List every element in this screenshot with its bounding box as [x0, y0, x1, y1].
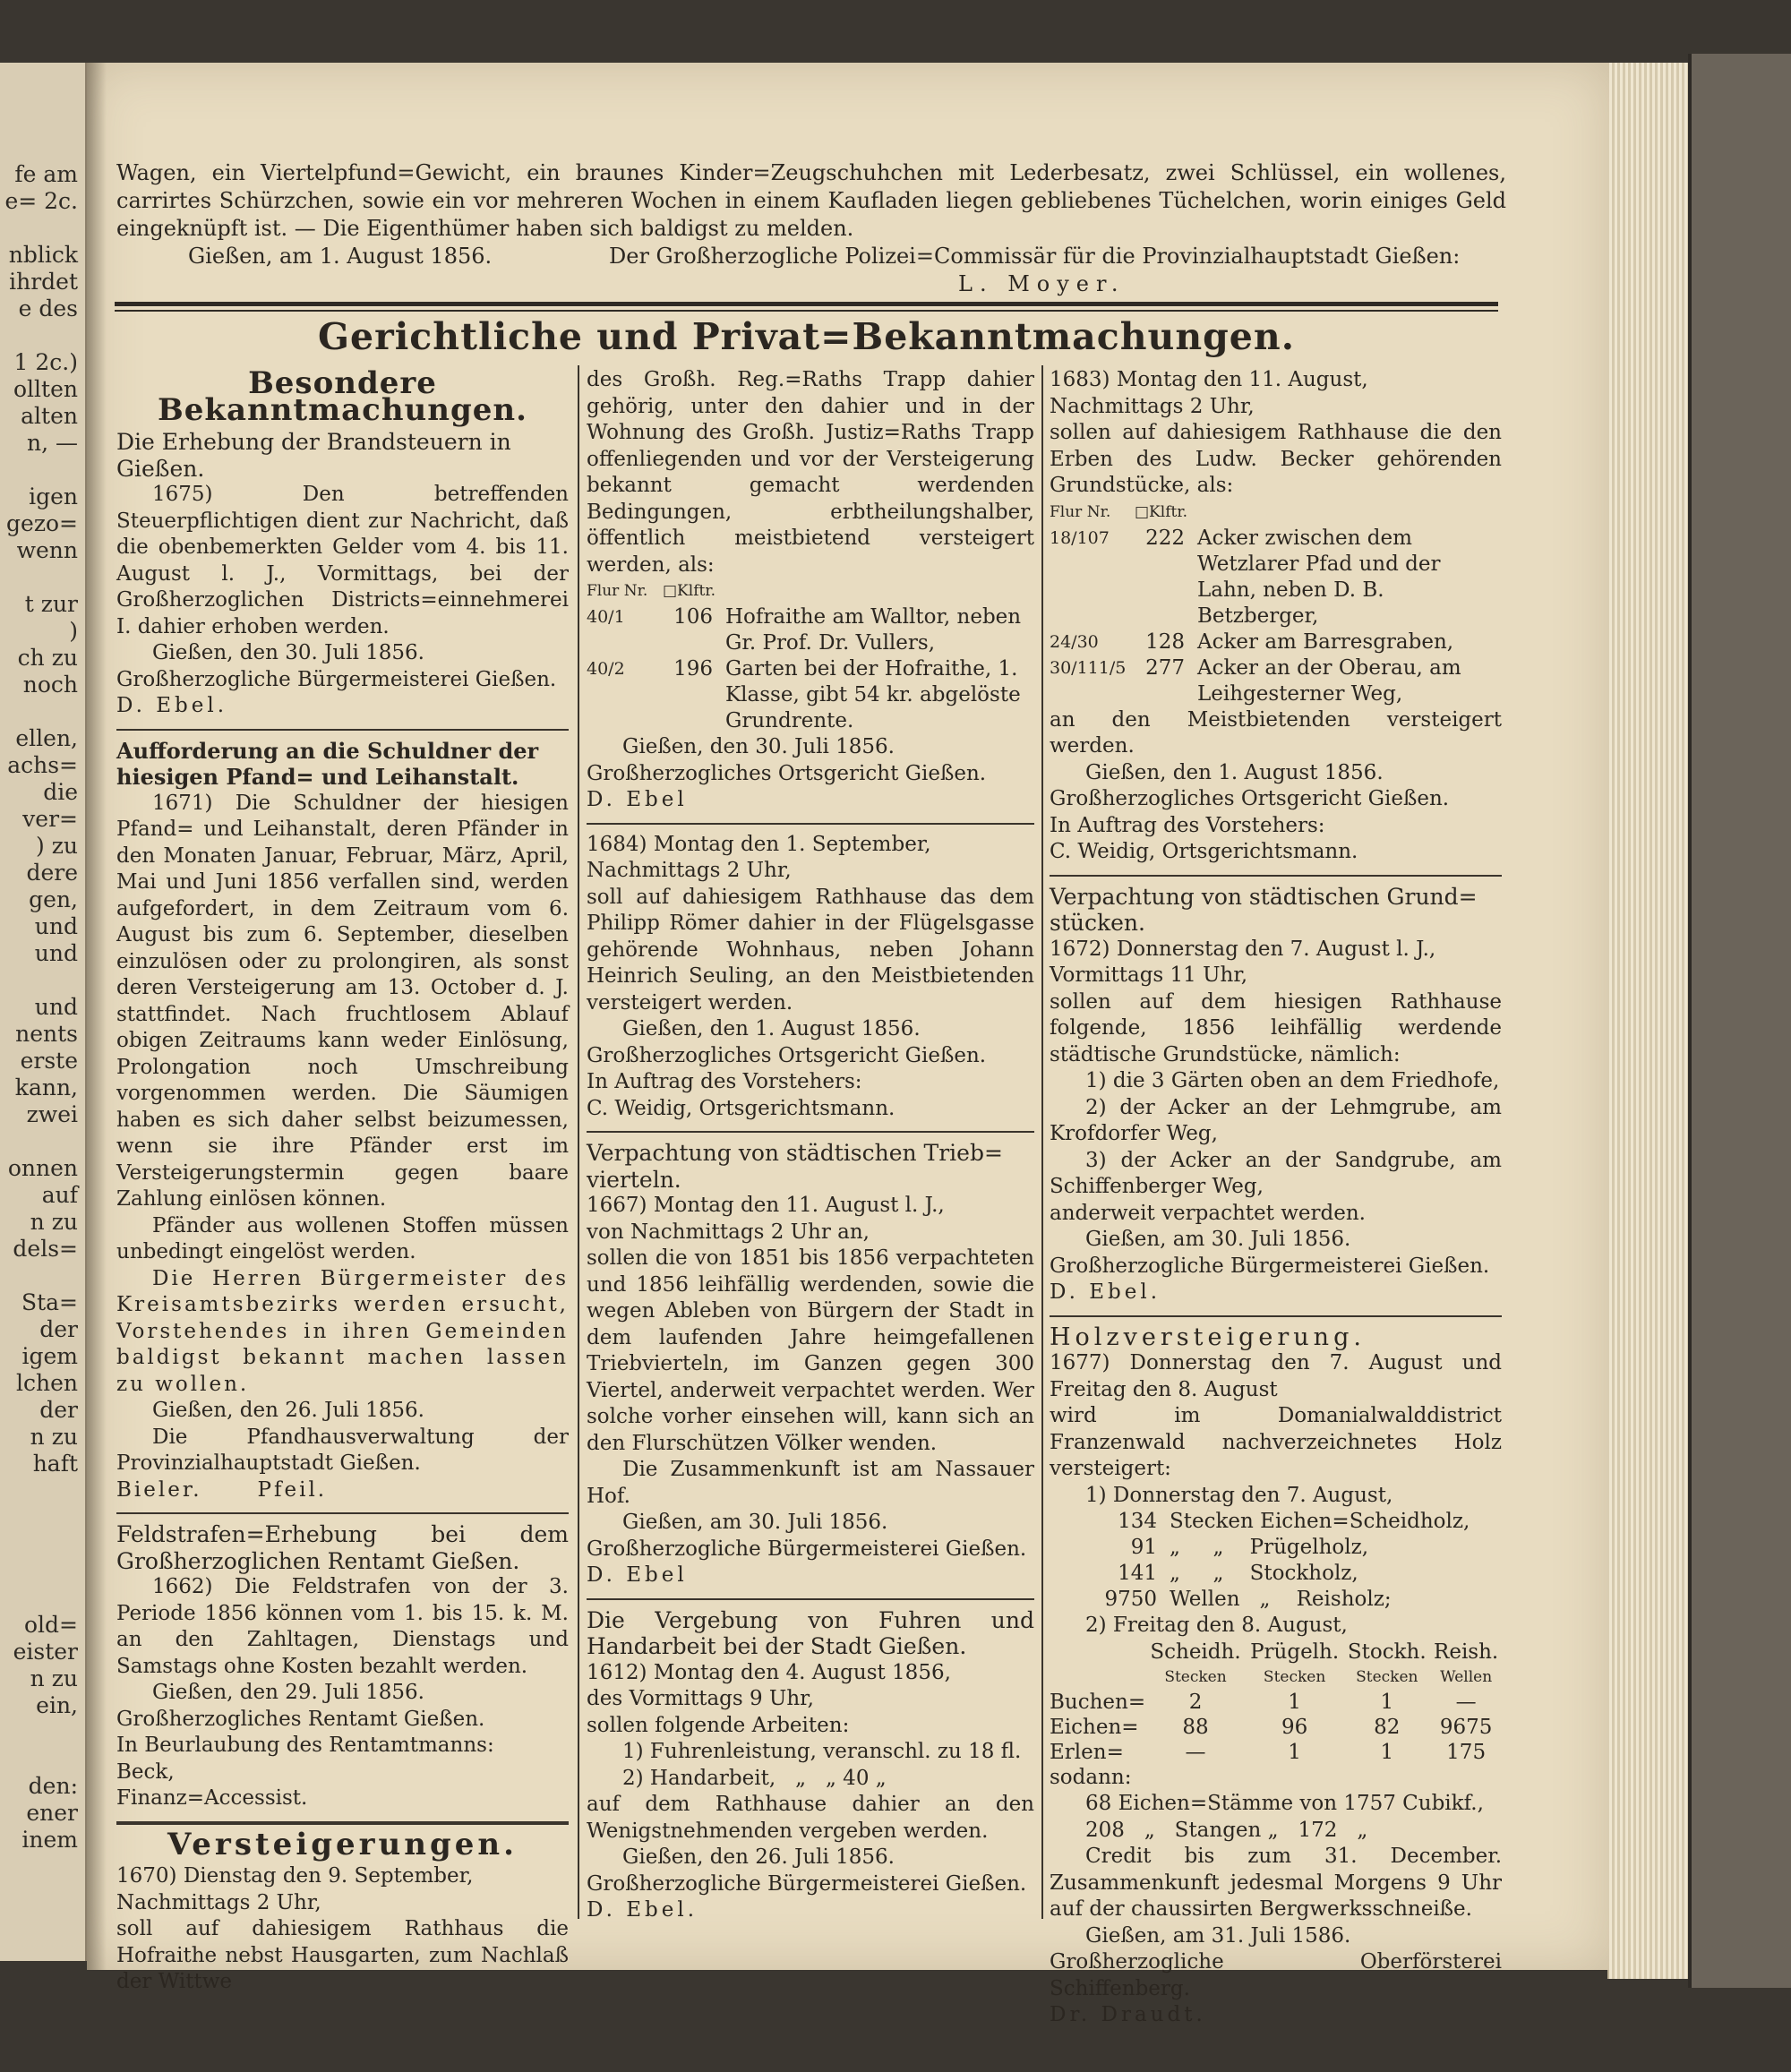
- left-page-edge: [0, 63, 88, 1961]
- left-page-fragment: dere: [26, 860, 78, 886]
- table-cell: 18/107: [1050, 527, 1110, 548]
- notice-body: 1675) Den betreffenden Steuerpflichtigen dient zur Nachricht, daß die obenbemerkten Gelder vom 4. bis 11. August l. J., Vormittags, bei der Großherzoglichen Districts=einnehmerei I. dahier erhoben werden.: [116, 483, 569, 638]
- left-page-fragment: n zu: [30, 1209, 78, 1235]
- list-item: 1) Donnerstag den 7. August,: [1085, 1483, 1393, 1507]
- heading-special: Besondere Bekanntmachungen.: [158, 365, 527, 428]
- notice-date: Gießen, den 30. Juli 1856.: [622, 735, 895, 758]
- notice-signature: D. Ebel.: [587, 1898, 698, 1922]
- table-cell: 24/30: [1050, 631, 1099, 652]
- notice-title: Die Vergebung von Fuhren und Handarbeit bei der Stadt Gießen.: [587, 1606, 1034, 1659]
- notice-signature: Finanz=Accessist.: [116, 1786, 308, 1810]
- left-page-fragment: ellen,: [15, 725, 78, 751]
- notice-authority: Großherzogliches Ortsgericht Gießen.: [1050, 787, 1450, 810]
- table-header: □Klftr.: [1135, 502, 1187, 521]
- notice-body: sollen auf dahiesigem Rathhause die den Erben des Ludw. Becker gehörenden Grundstücke, als:: [1050, 421, 1502, 497]
- notice-time: Nachmittags 2 Uhr,: [1050, 394, 1255, 418]
- left-page-fragment: eister: [13, 1639, 78, 1665]
- left-page-fragment: 1 2c.): [13, 349, 78, 375]
- table-cell: Stecken Eichen=Scheidholz,: [1170, 1510, 1470, 1533]
- divider: [116, 1512, 569, 1514]
- page-stack-edge: [1607, 63, 1690, 1979]
- list-item: 3) der Acker an der Sandgrube, am Schiffenberger Weg,: [1050, 1148, 1502, 1198]
- list-item: 68 Eichen=Stämme von 1757 Cubikf.,: [1085, 1792, 1484, 1815]
- notice-body: auf dem Rathhause dahier an den Wenigstnehmenden vergeben werden.: [587, 1793, 1034, 1843]
- police-notice: [116, 159, 1506, 298]
- notice-date: Gießen, den 29. Juli 1856.: [152, 1681, 424, 1704]
- table-cell: Buchen=: [1050, 1690, 1146, 1714]
- left-page-fragment: ): [69, 618, 78, 644]
- table-header: □Klftr.: [663, 582, 716, 600]
- table-cell: Wellen „ Reisholz;: [1170, 1588, 1392, 1611]
- left-page-fragment: e= 2c.: [4, 188, 78, 214]
- notice-signature: D. Ebel: [587, 788, 688, 811]
- table-cell: 1: [1380, 1740, 1394, 1764]
- table-row: [1050, 526, 1502, 629]
- notice-time: von Nachmittags 2 Uhr an,: [587, 1220, 870, 1244]
- table-subheader-row: [1050, 1665, 1502, 1690]
- table-header: Stockh.: [1347, 1640, 1427, 1664]
- table-cell: —: [1455, 1690, 1477, 1714]
- heading-versteigerungen: Versteigerungen.: [167, 1826, 518, 1862]
- left-page-fragment: gezo=: [6, 510, 78, 536]
- left-page-fragment: Sta=: [21, 1289, 78, 1315]
- notice-signature: Beck,: [116, 1759, 175, 1784]
- notice-number: 1667) Montag den 11. August l. J.,: [587, 1194, 945, 1217]
- table-cell: 1: [1288, 1740, 1301, 1764]
- notice-signature: [116, 1477, 569, 1504]
- table-row: [1050, 629, 1502, 655]
- left-page-fragment: wenn: [16, 537, 78, 563]
- left-page-fragment: erste: [20, 1048, 78, 1074]
- left-page-fragment: den:: [28, 1773, 78, 1799]
- table-row: [1076, 1561, 1474, 1587]
- notice-body: sollen auf dem hiesigen Rathhause folgende, 1856 leihfällig werdende städtische Grundstücke, nämlich:: [1050, 989, 1502, 1066]
- notice-time: Nachmittags 2 Uhr,: [116, 1890, 321, 1914]
- notice-date: Gießen, den 26. Juli 1856.: [152, 1399, 424, 1422]
- notice-body: soll auf dahiesigem Rathhause das dem Philipp Römer dahier in der Flügelsgasse gehörende Wohnhaus, neben Johann Heinrich Seuling, an den Meistbietenden versteigert werden.: [587, 885, 1034, 1015]
- table-cell: —: [1185, 1740, 1206, 1764]
- divider: [587, 823, 1034, 825]
- table-header: Prügelh.: [1250, 1640, 1340, 1664]
- table-header: Reish.: [1434, 1640, 1499, 1664]
- left-page-fragment: ch zu: [17, 645, 78, 671]
- notice-time: Vormittags 11 Uhr,: [1050, 963, 1248, 987]
- wood-list: [1076, 1509, 1474, 1613]
- table-header: Scheidh.: [1150, 1640, 1241, 1664]
- left-page-fragment: und: [34, 913, 78, 939]
- table-cell: Eichen=: [1050, 1715, 1139, 1739]
- table-cell: 88: [1182, 1715, 1209, 1739]
- table-header: Stecken: [1263, 1667, 1326, 1686]
- left-page-fragment: ver=: [22, 806, 78, 832]
- notice-number: 1684) Montag den 1. September,: [587, 832, 931, 856]
- police-notice-authority: Der Großherzogliche Polizei=Commissär für die Provinzialhauptstadt Gießen:: [609, 244, 1461, 269]
- left-page-fragment: achs=: [7, 752, 78, 778]
- left-page-fragment: alten: [21, 403, 78, 429]
- notice-authority: In Beurlaubung des Rentamtmanns:: [116, 1734, 494, 1757]
- table-cell: „ „ Stockholz,: [1170, 1562, 1358, 1585]
- left-page-fragment: gen,: [29, 886, 78, 912]
- table-row: [1050, 1740, 1502, 1765]
- left-page-fragment: fe am: [14, 161, 78, 187]
- notice-date: Gießen, den 26. Juli 1856.: [622, 1845, 895, 1869]
- table-cell: 40/2: [587, 659, 625, 679]
- notice-time: des Vormittags 9 Uhr,: [587, 1687, 814, 1710]
- notice-number: 1670) Dienstag den 9. September,: [116, 1864, 474, 1888]
- notice-number: 1612) Montag den 4. August 1856,: [587, 1660, 951, 1684]
- notice-date: Gießen, den 1. August 1856.: [622, 1017, 921, 1040]
- column-2: [587, 367, 1034, 1924]
- notice-body: sodann:: [1050, 1765, 1132, 1789]
- table-cell: „ „ Prügelholz,: [1170, 1536, 1369, 1559]
- left-page-fragment: e des: [18, 295, 78, 321]
- notice-number: 1672) Donnerstag den 7. August l. J.,: [1050, 937, 1436, 961]
- divider: [115, 302, 1498, 306]
- table-cell: 134: [1118, 1510, 1157, 1533]
- table-row: [1076, 1535, 1474, 1561]
- table-cell: Erlen=: [1050, 1740, 1124, 1764]
- parcel-table: [1050, 500, 1502, 707]
- table-row: [1050, 1690, 1502, 1715]
- table-header: [1050, 1640, 1145, 1665]
- left-page-fragment: die: [43, 779, 78, 805]
- table-header: [1050, 1665, 1145, 1690]
- list-item: 208 „ Stangen „ 172 „: [1085, 1818, 1368, 1842]
- notice-body: Die Herren Bürgermeister des Kreisamtsbezirks werden ersucht, Vorstehendes in ihren Gemeinden baldigst bekannt machen lassen zu wollen.: [116, 1266, 569, 1396]
- notice-title: vierteln.: [587, 1166, 681, 1193]
- notice-date: Gießen, am 30. Juli 1856.: [622, 1511, 888, 1534]
- notice-authority: Die Pfandhausverwaltung der Provinzialhauptstadt Gießen.: [116, 1425, 569, 1475]
- left-page-fragment: ener: [26, 1800, 78, 1826]
- column-divider: [578, 365, 579, 1919]
- divider: [587, 1598, 1034, 1600]
- divider: [1050, 875, 1502, 877]
- notice-title: hiesigen Pfand= und Leihanstalt.: [116, 764, 519, 790]
- list-item: 1) Fuhrenleistung, veranschl. zu 18 fl.: [622, 1740, 1022, 1763]
- notice-title: Aufforderung an die Schuldner der: [116, 737, 539, 764]
- left-page-fragment: noch: [22, 672, 78, 698]
- table-cell: 96: [1281, 1715, 1308, 1739]
- table-cell: 9750: [1104, 1588, 1157, 1611]
- table-cell: 128: [1145, 629, 1185, 654]
- left-page-fragment: zwei: [26, 1101, 78, 1127]
- table-row: [587, 656, 1034, 734]
- table-cell: 175: [1446, 1740, 1487, 1764]
- divider: [116, 729, 569, 731]
- table-cell: 30/111/5: [1050, 657, 1127, 678]
- wood-table: [1050, 1640, 1502, 1765]
- notice-signature: C. Weidig, Ortsgerichtsmann.: [1050, 840, 1358, 863]
- police-notice-body: Wagen, ein Viertelpfund=Gewicht, ein braunes Kinder=Zeugschuhchen mit Lederbesatz, zwei Schlüssel, ein wollenes, carrirtes Schürzchen, sowie ein vor mehreren Wochen in einem Kaufladen liegen gebliebenes Tüchelchen, worin einiges Geld eingeknüpft ist. — Die Eigenthümer haben sich baldigst zu melden.: [116, 160, 1506, 241]
- table-cell: 1: [1380, 1690, 1394, 1714]
- notice-body: anderweit verpachtet werden.: [1050, 1201, 1366, 1225]
- book-cover-board: [1688, 54, 1791, 1988]
- left-page-fragment: der: [39, 1397, 78, 1423]
- signature-2: Pfeil.: [257, 1477, 328, 1502]
- left-page-fragment: n, —: [27, 430, 78, 456]
- left-page-fragment: ein,: [36, 1692, 78, 1718]
- table-header: Flur Nr.: [1050, 502, 1111, 521]
- table-cell: 91: [1130, 1536, 1157, 1559]
- left-page-fragment: nblick: [8, 242, 78, 268]
- left-page-fragment: igem: [21, 1343, 78, 1369]
- notice-body: Die Zusammenkunft ist am Nassauer Hof.: [587, 1458, 1034, 1508]
- left-page-fragment: und: [34, 994, 78, 1020]
- left-page-fragment: ) zu: [36, 833, 78, 859]
- table-cell: 1: [1288, 1690, 1301, 1714]
- left-page-fragment: onnen: [7, 1155, 78, 1181]
- section-title: Gerichtliche und Privat=Bekanntmachungen.: [318, 315, 1295, 358]
- table-row: [1050, 1715, 1502, 1740]
- signature-1: Bieler.: [116, 1477, 202, 1502]
- notice-signature: D. Ebel.: [116, 694, 228, 717]
- left-page-fragment: inem: [21, 1827, 78, 1853]
- table-cell: 196: [673, 657, 713, 681]
- notice-title: Gießen.: [116, 455, 205, 482]
- notice-number: 1683) Montag den 11. August,: [1050, 368, 1368, 391]
- divider: [115, 310, 1498, 312]
- notice-body: 1662) Die Feldstrafen von der 3. Periode 1856 können vom 1. bis 15. k. M. an den Zahltagen, Dienstags und Samstags ohne Kosten bezahlt werden.: [116, 1575, 569, 1678]
- left-page-fragment: lchen: [16, 1370, 78, 1396]
- table-row: [1050, 655, 1502, 707]
- notice-number: 1677) Donnerstag den 7. August und Freitag den 8. August: [1050, 1351, 1502, 1401]
- left-page-fragment: haft: [32, 1451, 78, 1477]
- column-3: [1050, 367, 1502, 2029]
- notice-body: Credit bis zum 31. December. Zusammenkunft jedesmal Morgens 9 Uhr auf der chaussirten Bergwerksschneiße.: [1050, 1845, 1502, 1921]
- notice-date: Gießen, den 30. Juli 1856.: [152, 641, 424, 664]
- table-row: [1076, 1509, 1474, 1535]
- notice-authority: Großherzogliche Bürgermeisterei Gießen.: [116, 667, 557, 691]
- notice-title: stücken.: [1050, 910, 1145, 936]
- notice-authority: Großherzogliches Ortsgericht Gießen.: [587, 1043, 987, 1067]
- notice-date: Gießen, den 1. August 1856.: [1085, 760, 1384, 784]
- table-cell: Acker zwischen dem Wetzlarer Pfad und der Lahn, neben D. B. Betzberger,: [1197, 526, 1441, 628]
- notice-title: Verpachtung von städtischen Trieb=: [587, 1140, 1003, 1166]
- list-item: 2) Handarbeit, „ „ 40 „: [622, 1766, 887, 1790]
- table-row: [587, 604, 1034, 656]
- list-item: 2) der Acker an der Lehmgrube, am Krofdorfer Weg,: [1050, 1095, 1502, 1145]
- notice-authority: Großherzogliche Bürgermeisterei Gießen.: [587, 1871, 1027, 1896]
- notice-title: Die Erhebung der Brandsteuern in: [116, 429, 511, 455]
- table-cell: 9675: [1439, 1715, 1493, 1739]
- left-page-fragment: old=: [24, 1612, 78, 1638]
- left-page-fragment: ihrdet: [9, 269, 78, 295]
- parcel-table: [587, 578, 1034, 734]
- divider: [587, 1131, 1034, 1133]
- notice-body: sollen folgende Arbeiten:: [587, 1713, 850, 1737]
- notice-body: 1671) Die Schuldner der hiesigen Pfand= und Leihanstalt, deren Pfänder in den Monaten Januar, Februar, März, April, Mai und Juni 1856 verfallen sind, werden aufgefordert, in dem Zeitraum vom 6. August bis zum 6. September, dieselben einzulösen oder zu prolongiren, als sonst deren Versteigerung am 13. October d. J. stattfindet. Nach fruchtlosem Ablauf obigen Zeitraums kann weder Einlösung, Prolongation noch Umschreibung vorgenommen werden. Die Säumigen haben es sich daher selbst beizumessen, wenn sie ihre Pfänder erst im Versteigerungstermin gegen baare Zahlung einlösen können.: [116, 791, 569, 1211]
- notice-authority: Großherzogliches Rentamt Gießen.: [116, 1707, 485, 1731]
- table-cell: 277: [1145, 655, 1185, 680]
- notice-authority: In Auftrag des Vorstehers:: [587, 1070, 862, 1093]
- notice-authority: In Auftrag des Vorstehers:: [1050, 813, 1325, 837]
- notice-date: Gießen, am 30. Juli 1856.: [1085, 1228, 1351, 1251]
- notice-authority: Großherzogliche Bürgermeisterei Gießen.: [1050, 1254, 1490, 1278]
- table-cell: 222: [1145, 526, 1185, 550]
- notice-signature: D. Ebel: [587, 1563, 688, 1587]
- notice-title: Holzversteigerung.: [1050, 1323, 1366, 1351]
- left-page-fragment: igen: [29, 484, 78, 509]
- divider: [116, 1821, 569, 1825]
- notice-title: Feldstrafen=Erhebung bei dem Großherzoglichen Rentamt Gießen.: [116, 1521, 569, 1574]
- left-page-fragment: auf: [41, 1182, 78, 1208]
- table-header: Stecken: [1356, 1667, 1418, 1686]
- notice-body: wird im Domanialwalddistrict Franzenwald nachverzeichnetes Holz versteigert:: [1050, 1404, 1502, 1480]
- left-page-fragment: dels=: [13, 1236, 78, 1262]
- table-header: Wellen: [1440, 1667, 1493, 1686]
- left-page-fragment: kann,: [14, 1075, 78, 1100]
- list-item: 2) Freitag den 8. August,: [1085, 1614, 1348, 1637]
- police-notice-date: Gießen, am 1. August 1856.: [188, 244, 493, 269]
- table-header: Flur Nr.: [587, 582, 648, 600]
- notice-date: Gießen, am 31. Juli 1586.: [1085, 1923, 1351, 1948]
- table-cell: 2: [1188, 1690, 1203, 1714]
- notice-body: sollen die von 1851 bis 1856 verpachteten und 1856 leihfällig werdenden, sowie die wegen Ableben von Bürgern der Stadt in dem laufenden Jahre heimgefallenen Triebvierteln, im Ganzen gegen 300 Viertel, anderweit verpachtet werden. Wer solche vorher einsehen will, kann sich an den Flurschützen Völker wenden.: [587, 1246, 1034, 1455]
- notice-signature: Dr. Draudt.: [1050, 2003, 1206, 2026]
- notice-authority: Großherzogliche Oberförsterei Schiffenberg.: [1050, 1950, 1502, 2000]
- notice-body: Pfänder aus wollenen Stoffen müssen unbedingt eingelöst werden.: [116, 1213, 569, 1263]
- table-cell: Acker an der Oberau, am Leihgesterner Weg,: [1197, 655, 1461, 706]
- column-1: [116, 367, 569, 1996]
- left-page-fragment: n zu: [30, 1424, 78, 1450]
- table-row: [1076, 1587, 1474, 1613]
- table-cell: 106: [673, 605, 713, 629]
- notice-title: Verpachtung von städtischen Grund=: [1050, 883, 1478, 910]
- notice-signature: C. Weidig, Ortsgerichtsmann.: [587, 1096, 896, 1120]
- left-page-fragment: nents: [15, 1021, 78, 1047]
- table-cell: 40/1: [587, 607, 625, 627]
- notice-authority: Großherzogliche Bürgermeisterei Gießen.: [587, 1537, 1027, 1561]
- table-cell: 141: [1118, 1562, 1157, 1585]
- notice-body: des Großh. Reg.=Raths Trapp dahier gehörig, unter den dahier und in der Wohnung des Großh. Justiz=Raths Trapp offenliegenden und vor der Versteigerung bekannt gemacht werdenden Bedingungen, erbtheilungshalber, öffentlich meistbietend versteigert werden, als:: [587, 368, 1034, 577]
- left-page-fragment: und: [34, 940, 78, 966]
- table-header-row: [1050, 1640, 1502, 1665]
- left-page-fragment: ollten: [13, 376, 78, 402]
- table-header: Stecken: [1164, 1667, 1227, 1686]
- left-page-fragment: n zu: [30, 1665, 78, 1691]
- notice-body: an den Meistbietenden versteigert werden.: [1050, 707, 1502, 758]
- list-item: 1) die 3 Gärten oben an dem Friedhofe,: [1085, 1069, 1500, 1092]
- table-cell: Garten bei der Hofraithe, 1. Klasse, gibt 54 kr. abgelöste Grundrente.: [725, 657, 1021, 732]
- column-divider: [1041, 365, 1043, 1919]
- table-cell: Acker am Barresgraben,: [1197, 629, 1454, 654]
- notice-body: soll auf dahiesigem Rathhaus die Hofraithe nebst Hausgarten, zum Nachlaß der Wittwe: [116, 1917, 569, 1993]
- police-notice-signature: L. Moyer.: [958, 271, 1126, 296]
- notice-time: Nachmittags 2 Uhr,: [587, 859, 792, 882]
- table-cell: 82: [1374, 1715, 1401, 1739]
- left-page-fragment: der: [39, 1316, 78, 1342]
- table-cell: Hofraithe am Walltor, neben Gr. Prof. Dr. Vullers,: [725, 605, 1022, 655]
- notice-authority: Großherzogliches Ortsgericht Gießen.: [587, 761, 987, 785]
- notice-signature: D. Ebel.: [1050, 1280, 1161, 1304]
- left-page-fragment: t zur: [24, 591, 78, 617]
- divider: [1050, 1315, 1502, 1317]
